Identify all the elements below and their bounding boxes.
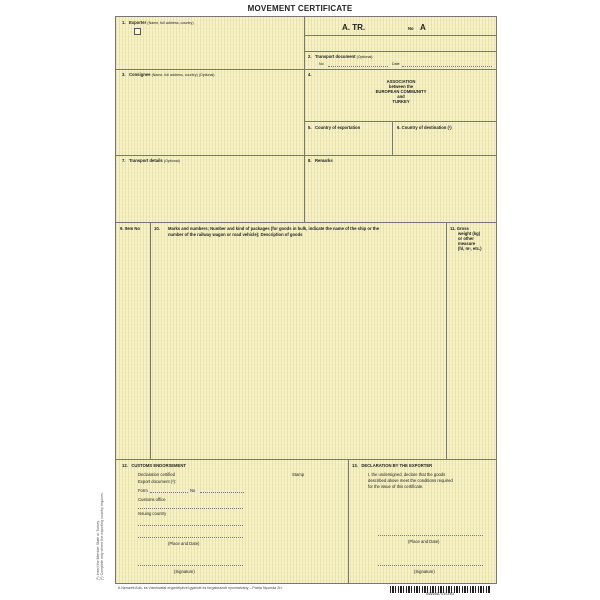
barcode-number: 5999097515403 — [390, 593, 490, 597]
export-document-label: Export document (²): — [138, 479, 177, 484]
divider — [116, 155, 496, 156]
box5-label: Country of exportation — [315, 125, 361, 130]
side-note: (²) Complete only where the exporting country requires. — [100, 492, 104, 580]
divider — [392, 121, 393, 155]
box2-number: 2. — [308, 54, 312, 59]
association-line: ASSOCIATION — [386, 79, 416, 84]
box1-number: 1. — [122, 20, 126, 25]
side-notes — [96, 492, 104, 580]
box13-place-date: (Place and Date) — [408, 539, 440, 544]
divider — [304, 35, 496, 36]
box10-number: 10. — [154, 226, 160, 231]
transport-doc-no-field[interactable] — [328, 66, 388, 67]
box8-number: 8. — [308, 158, 312, 163]
divider — [304, 51, 496, 52]
form-no-field[interactable] — [200, 492, 244, 493]
box1-hint: (Name, full address, country) — [147, 21, 194, 25]
box7-number: 7. — [122, 158, 126, 163]
box2-date-label: Date — [392, 62, 400, 66]
box13-number: 13. — [352, 463, 358, 468]
association-line: EUROPEAN COMMUNITY — [375, 89, 427, 94]
exporter-place-date-field[interactable] — [378, 535, 483, 536]
divider — [348, 459, 349, 583]
association-line: TURKEY — [392, 99, 410, 104]
place-date-field[interactable] — [138, 537, 243, 538]
box2-no-label: No — [319, 62, 324, 66]
box2-hint: (Optional) — [356, 55, 373, 59]
atr-no-label: No — [408, 26, 414, 31]
divider — [446, 222, 447, 459]
divider — [150, 222, 151, 459]
signature-field[interactable] — [138, 565, 243, 566]
exporter-checkbox[interactable] — [134, 28, 141, 35]
box3-hint: (Name, full address, country) (Optional) — [151, 73, 215, 77]
customs-office-field[interactable] — [138, 508, 243, 509]
box11-header — [450, 226, 494, 251]
box2-header — [308, 54, 372, 60]
box1-label: Exporter — [129, 20, 147, 25]
issuing-country-label: Issuing country — [138, 511, 167, 516]
certificate-form — [115, 16, 497, 584]
box13-label: DECLARATION BY THE EXPORTER — [361, 463, 433, 468]
box7-label: Transport details — [129, 158, 163, 163]
transport-doc-date-field[interactable] — [402, 66, 492, 67]
box5-header — [308, 125, 360, 130]
footer-imprint: A Nemzeti Adó- és Vámhivatal engedélyével gyártott és forgalmazott nyomtatvány – Pátria Nyomda Zrt. — [118, 586, 283, 590]
divider — [116, 222, 496, 223]
box12-number: 12. — [122, 463, 128, 468]
box6-number: 6. — [397, 125, 401, 130]
box11-line: measure — [458, 241, 476, 246]
box13-header — [352, 463, 432, 468]
box10-line1: Marks and numbers; Number and kind of packages (for goods in bulk, indicate the name of the ship or the — [168, 226, 380, 231]
box8-header — [308, 158, 333, 163]
form-no-label: No — [190, 488, 196, 493]
box3-header — [122, 72, 215, 78]
box11-line: or other — [458, 236, 474, 241]
association-line: between the — [388, 84, 414, 89]
stamp-label: Stamp — [292, 472, 305, 477]
box11-line: 11. Gross — [450, 226, 469, 231]
box13-text-line: described above meet the conditions required — [368, 478, 453, 483]
box7-hint: (Optional) — [163, 159, 180, 163]
association-line: and — [397, 94, 405, 99]
box4-number: 4. — [308, 72, 312, 77]
page-title: MOVEMENT CERTIFICATE — [247, 4, 353, 13]
box12-label: CUSTOMS ENDORSEMENT — [131, 463, 186, 468]
box12-header — [122, 463, 186, 468]
divider — [304, 17, 305, 222]
box8-label: Remarks — [315, 158, 333, 163]
form-field[interactable] — [150, 492, 188, 493]
box13-signature: (Signature) — [414, 569, 435, 574]
form-label: Form — [138, 488, 148, 493]
box2-label: Transport document — [315, 54, 356, 59]
divider — [304, 121, 496, 122]
box6-header — [397, 125, 452, 130]
divider — [116, 69, 496, 70]
declaration-certified: Declaration certified — [138, 472, 176, 477]
box3-label: Consignee — [129, 72, 151, 77]
box5-number: 5. — [308, 125, 312, 130]
box12-place-date: (Place and Date) — [168, 541, 200, 546]
box10-line2: number of the railway wagon or road vehicle); Description of goods — [168, 232, 303, 237]
box6-label: Country of destination (¹) — [401, 125, 452, 130]
atr-code: A. TR. — [342, 23, 366, 32]
box3-number: 3. — [122, 72, 126, 77]
divider — [116, 459, 496, 460]
issuing-country-field[interactable] — [138, 525, 243, 526]
box11-line: (hl, m³, etc.) — [458, 246, 482, 251]
box9-label: 9. Item No — [120, 226, 141, 231]
box12-signature: (Signature) — [174, 569, 195, 574]
box11-line: weight (kg) — [458, 231, 481, 236]
box1-header — [122, 20, 194, 26]
exporter-signature-field[interactable] — [378, 565, 483, 566]
box13-text-line: I, the undersigned, declare that the goods — [368, 472, 446, 477]
customs-office-label: Customs office — [138, 497, 166, 502]
atr-no-value: A — [420, 23, 426, 32]
box7-header — [122, 158, 180, 164]
box13-text-line: for the issue of this certificate. — [368, 484, 424, 489]
association-block — [356, 79, 446, 104]
side-note: (¹) Insert the Member State or Turkey. — [96, 520, 100, 580]
